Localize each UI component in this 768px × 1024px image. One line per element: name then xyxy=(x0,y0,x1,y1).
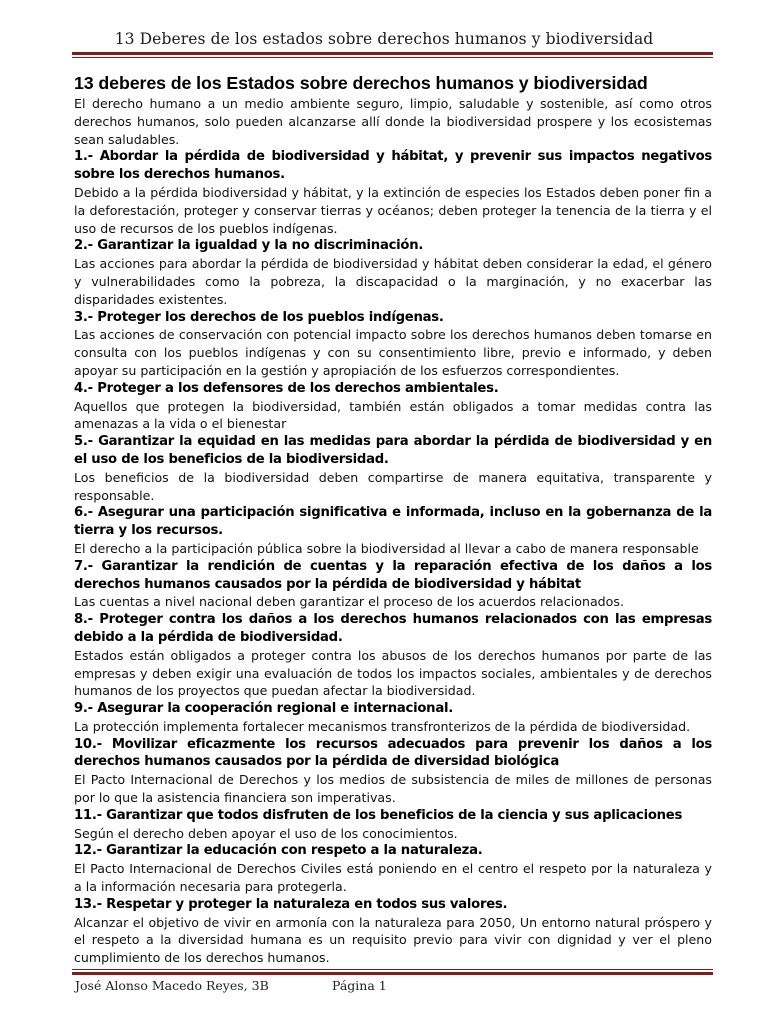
duty-heading: 11.- Garantizar que todos disfruten de los beneficios de la ciencia y sus aplicaciones xyxy=(74,807,683,823)
duty-heading: 7.- Garantizar la rendición de cuentas y la reparación efectiva de los daños a los derechos humanos causados por la pérdida de biodiversidad y hábitat xyxy=(74,558,712,592)
duty-item xyxy=(74,504,712,557)
duty-item xyxy=(74,237,712,308)
duty-body: Alcanzar el objetivo de vivir en armonía con la naturaleza para 2050, Un entorno natural próspero y el respeto a la diversidad humana es un requisito previo para vivir con dignidad y ver el pleno cumplimiento de los derechos humanos. xyxy=(74,914,712,966)
duty-heading: 9.- Asegurar la cooperación regional e internacional. xyxy=(74,701,454,717)
duty-item xyxy=(74,309,712,380)
duty-heading: 5.- Garantizar la equidad en las medidas para abordar la pérdida de biodiversidad y en el uso de los beneficios de la biodiversidad. xyxy=(74,434,712,467)
duty-heading: 1.- Abordar la pérdida de biodiversidad y hábitat, y prevenir sus impactos negativos sobre los derechos humanos. xyxy=(74,149,712,183)
duty-body: El Pacto Internacional de Derechos y los medios de subsistencia de miles de millones de personas por lo que la asistencia financiera son imperativas. xyxy=(74,772,712,806)
duty-body: Debido a la pérdida biodiversidad y hábitat, y la extinción de especies los Estados deben poner fin a la deforestación, proteger y conservar tierras y océanos; deben proteger la tenencia de la tierra y el uso de recursos de los pueblos indígenas. xyxy=(74,184,712,236)
duty-heading: 13.- Respetar y proteger la naturaleza en todos sus valores. xyxy=(74,896,508,912)
duty-item xyxy=(74,736,712,807)
document-body xyxy=(74,72,712,967)
duty-heading: 10.- Movilizar eficazmente los recursos adecuados para prevenir los daños a los derechos humanos causados por la pérdida de diversidad biológica xyxy=(74,736,712,770)
duty-item xyxy=(74,842,712,895)
duty-body: La protección implementa fortalecer mecanismos transfronterizos de la pérdida de biodiversidad. xyxy=(74,718,691,734)
duty-heading: 3.- Proteger los derechos de los pueblos indígenas. xyxy=(74,309,444,325)
duty-item xyxy=(74,433,712,504)
page-header-title: 13 Deberes de los estados sobre derechos humanos y biodiversidad xyxy=(114,30,654,48)
duty-heading: 6.- Asegurar una participación significativa e informada, incluso en la gobernanza de la tierra y los recursos. xyxy=(74,505,712,539)
footer-page-number: Página 1 xyxy=(332,978,387,993)
footer-rule-thin xyxy=(72,969,713,970)
duty-body: Aquellos que protegen la biodiversidad, también están obligados a tomar medidas contra las amenazas a la vida o el bienestar xyxy=(74,398,712,432)
duty-item xyxy=(74,611,712,700)
footer-author: José Alonso Macedo Reyes, 3B xyxy=(75,978,269,993)
document-title: 13 deberes de los Estados sobre derechos humanos y biodiversidad xyxy=(74,73,648,93)
duty-body: Según el derecho deben apoyar el uso de los conocimientos. xyxy=(74,825,458,841)
duty-body: Los beneficios de la biodiversidad deben compartirse de manera equitativa, transparente y responsable. xyxy=(74,469,712,503)
duty-item xyxy=(74,700,712,736)
duty-heading: 12.- Garantizar la educación con respeto a la naturaleza. xyxy=(74,843,483,859)
duty-item xyxy=(74,148,712,237)
duty-heading: 2.- Garantizar la igualdad y la no discriminación. xyxy=(74,238,424,254)
header-rule-thin xyxy=(72,57,713,58)
header-rule-thick xyxy=(72,52,713,55)
duty-body: El derecho a la participación pública sobre la biodiversidad al llevar a cabo de manera responsable xyxy=(74,540,699,556)
duty-item xyxy=(74,896,712,967)
duty-body: Las cuentas a nivel nacional deben garantizar el proceso de los acuerdos relacionados. xyxy=(74,594,624,610)
duty-item xyxy=(74,807,712,843)
document-intro: El derecho humano a un medio ambiente seguro, limpio, saludable y sostenible, así como otros derechos humanos, solo pueden alcanzarse allí donde la biodiversidad prospere y los ecosistemas sean saludables. xyxy=(74,96,712,147)
duty-item xyxy=(74,380,712,433)
duty-body: Las acciones para abordar la pérdida de biodiversidad y hábitat deben considerar la edad, el género y vulnerabilidades como la pobreza, la discapacidad o la marginación, y no exacerbar las disparidades existentes. xyxy=(74,256,712,307)
duty-body: Las acciones de conservación con potencial impacto sobre los derechos humanos deben tomarse en consulta con los pueblos indígenas y con su consentimiento libre, previo e informado, y deben apoyar su participación en la gestión y apropiación de los esfuerzos correspondientes. xyxy=(74,327,712,378)
duty-heading: 8.- Proteger contra los daños a los derechos humanos relacionados con las empresas debido a la pérdida de biodiversidad. xyxy=(74,612,712,645)
duty-body: Estados están obligados a proteger contra los abusos de los derechos humanos por parte de las empresas y deben exigir una evaluación de todos los impactos sociales, ambientales y de derechos humanos de los proyectos que puedan afectar la biodiversidad. xyxy=(74,647,712,699)
duty-body: El Pacto Internacional de Derechos Civiles está poniendo en el centro el respeto por la naturaleza y a la información necesaria para protegerla. xyxy=(74,861,712,895)
footer-rule-thick xyxy=(72,972,713,975)
duty-item xyxy=(74,558,712,611)
duty-heading: 4.- Proteger a los defensores de los derechos ambientales. xyxy=(74,380,499,396)
